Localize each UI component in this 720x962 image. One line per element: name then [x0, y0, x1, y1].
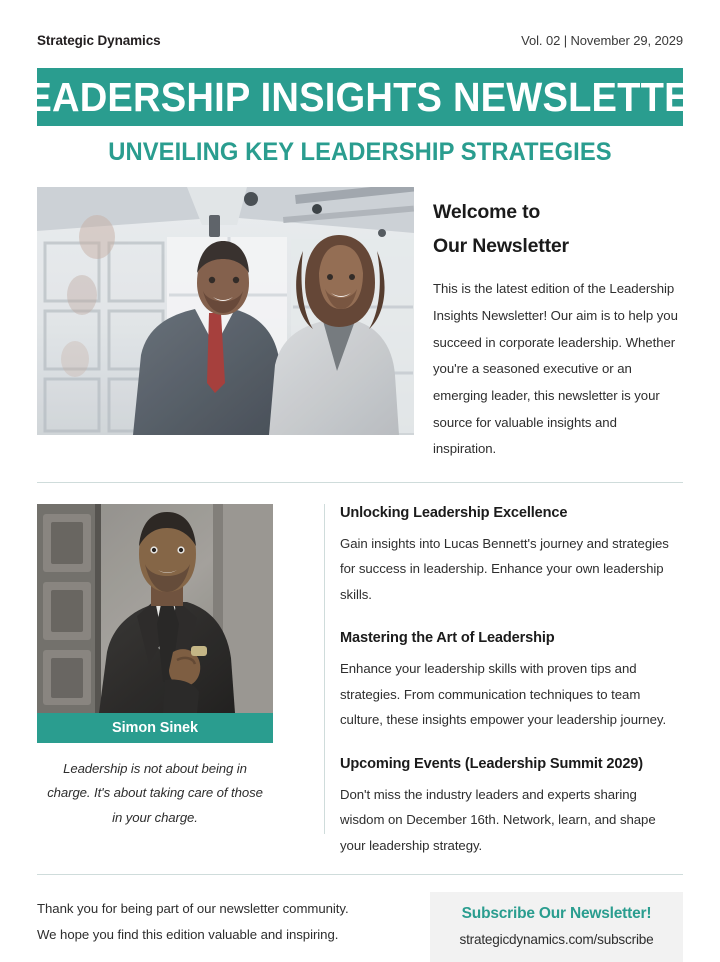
- title-banner: [2, 68, 718, 126]
- subscribe-title: Subscribe Our Newsletter!: [461, 904, 652, 922]
- hero-photo-graphic: [37, 187, 414, 435]
- footer-note: [37, 892, 349, 947]
- article-item: [340, 504, 683, 607]
- footer-note-line2: We hope you find this edition valuable and inspiring.: [37, 926, 339, 942]
- mid-row: [37, 504, 683, 858]
- welcome-heading-line2: Our Newsletter: [433, 235, 569, 258]
- welcome-column: [433, 187, 683, 463]
- subscribe-url[interactable]: strategicdynamics.com/subscribe: [459, 931, 654, 947]
- subscribe-box[interactable]: [430, 892, 683, 962]
- footer-note-line1: Thank you for being part of our newsletter community.: [37, 900, 349, 916]
- footer: [37, 892, 683, 962]
- profile-name-bar: [37, 713, 273, 743]
- profile-column: [37, 504, 273, 858]
- feature-row: [37, 187, 683, 463]
- article-item: [340, 629, 683, 732]
- issue-date: Vol. 02 | November 29, 2029: [521, 33, 683, 48]
- welcome-heading-line1: Welcome to: [433, 201, 541, 223]
- brand-name: Strategic Dynamics: [37, 33, 161, 48]
- welcome-body: This is the latest edition of the Leadership Insights Newsletter! Our aim is to help you succeed in corporate leadership. Whether you're a seasoned executive or an emerging leader, this newsletter is your source for valuable insights and inspiration.: [433, 281, 678, 457]
- article-item: [340, 755, 683, 858]
- profile-photo: [37, 504, 273, 713]
- profile-photo-graphic: [37, 504, 273, 713]
- newsletter-title: LEADERSHIP INSIGHTS NEWSLETTER: [2, 73, 718, 120]
- hero-photo: [37, 187, 414, 435]
- article-title: Upcoming Events (Leadership Summit 2029): [340, 755, 643, 772]
- profile-quote: Leadership is not about being in charge. It's about taking care of those in your charge.: [47, 760, 263, 825]
- article-body: Enhance your leadership skills with proven tips and strategies. From communication techniques to team culture, these insights empower your leadership journey.: [340, 661, 667, 728]
- masthead: [37, 0, 683, 63]
- article-body: Don't miss the industry leaders and experts sharing wisdom on December 16th. Network, learn, and shape your leadership strategy.: [340, 786, 656, 853]
- article-body: Gain insights into Lucas Bennett's journey and strategies for success in leadership. Enhance your own leadership skills.: [340, 535, 669, 602]
- articles-column: [325, 504, 683, 858]
- divider-bottom: [37, 874, 683, 875]
- profile-name: Simon Sinek: [112, 719, 198, 736]
- divider-top: [37, 482, 683, 483]
- article-title: Mastering the Art of Leadership: [340, 630, 555, 647]
- newsletter-subtitle: UNVEILING KEY LEADERSHIP STRATEGIES: [108, 138, 612, 166]
- article-title: Unlocking Leadership Excellence: [340, 504, 568, 521]
